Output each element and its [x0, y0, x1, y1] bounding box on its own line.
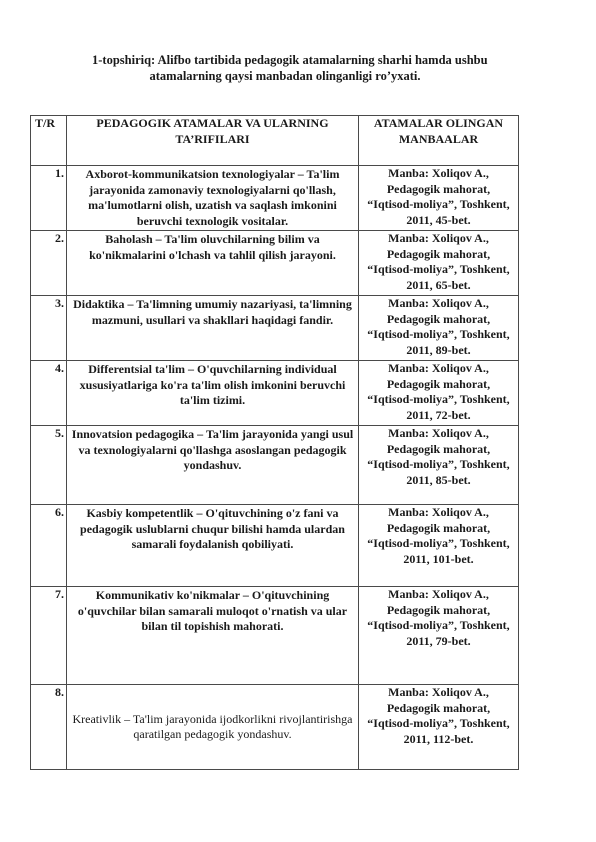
header-term: PEDAGOGIK ATAMALAR VA ULARNING TA’RIFILARI [67, 116, 359, 166]
table-row [31, 296, 519, 361]
term-source: Manba: Xoliqov A., Pedagogik mahorat, “Iqtisod-moliya”, Toshkent, 2011, 65-bet. [359, 231, 519, 296]
row-number: 5. [31, 426, 67, 505]
term-source: Manba: Xoliqov A., Pedagogik mahorat, “Iqtisod-moliya”, Toshkent, 2011, 45-bet. [359, 166, 519, 231]
table-row [31, 505, 519, 587]
term-definition: Kasbiy kompetentlik – O'qituvchining o'z fani va pedagogik uslublarni chuqur bilishi hamda ulardan samarali foydalanish qobiliyati. [67, 505, 359, 587]
table-row [31, 166, 519, 231]
row-number: 3. [31, 296, 67, 361]
row-number: 6. [31, 505, 67, 587]
term-definition: Kommunikativ ko'nikmalar – O'qituvchining o'quvchilar bilan samarali muloqot o'rnatish va ular bilan til topishish mahorati. [67, 587, 359, 685]
title-line-2: atamalarning qaysi manbadan olinganligi ro’yxati. [149, 69, 421, 83]
header-num: T/R [31, 116, 67, 166]
terms-table [30, 115, 519, 770]
term-source: Manba: Xoliqov A., Pedagogik mahorat, “Iqtisod-moliya”, Toshkent, 2011, 89-bet. [359, 296, 519, 361]
row-number: 2. [31, 231, 67, 296]
term-definition: Baholash – Ta'lim oluvchilarning bilim va ko'nikmalarini o'lchash va tahlil qilish jarayoni. [67, 231, 359, 296]
title-line-1: 1-topshiriq: Alifbo tartibida pedagogik atamalarning sharhi hamda ushbu [92, 53, 488, 67]
row-number: 1. [31, 166, 67, 231]
header-source: ATAMALAR OLINGAN MANBAALAR [359, 116, 519, 166]
row-number: 4. [31, 361, 67, 426]
term-definition: Didaktika – Ta'limning umumiy nazariyasi, ta'limning mazmuni, usullari va shakllari haqidagi fandir. [67, 296, 359, 361]
table-row [31, 587, 519, 685]
term-source: Manba: Xoliqov A., Pedagogik mahorat, “Iqtisod-moliya”, Toshkent, 2011, 101-bet. [359, 505, 519, 587]
term-source: Manba: Xoliqov A., Pedagogik mahorat, “Iqtisod-moliya”, Toshkent, 2011, 79-bet. [359, 587, 519, 685]
row-number: 8. [31, 685, 67, 770]
term-definition: Axborot-kommunikatsion texnologiyalar – Ta'lim jarayonida zamonaviy texnologiyalarni qo'llash, ma'lumotlarni olish, uzatish va saqlash imkonini beruvchi texnologik vositalar. [67, 166, 359, 231]
term-definition: Innovatsion pedagogika – Ta'lim jarayonida yangi usul va texnologiyalarni qo'llashga asoslangan pedagogik yondashuv. [67, 426, 359, 505]
table-row [31, 231, 519, 296]
table-header-row [31, 116, 519, 166]
table-row [31, 361, 519, 426]
term-definition: Kreativlik – Ta'lim jarayonida ijodkorlikni rivojlantirishga qaratilgan pedagogik yondashuv. [67, 685, 359, 770]
term-source: Manba: Xoliqov A., Pedagogik mahorat, “Iqtisod-moliya”, Toshkent, 2011, 112-bet. [359, 685, 519, 770]
document-title [30, 52, 580, 84]
table-row [31, 426, 519, 505]
term-source: Manba: Xoliqov A., Pedagogik mahorat, “Iqtisod-moliya”, Toshkent, 2011, 85-bet. [359, 426, 519, 505]
term-definition: Differentsial ta'lim – O'quvchilarning individual xususiyatlariga ko'ra ta'lim olish imkonini beruvchi ta'lim tizimi. [67, 361, 359, 426]
term-source: Manba: Xoliqov A., Pedagogik mahorat, “Iqtisod-moliya”, Toshkent, 2011, 72-bet. [359, 361, 519, 426]
row-number: 7. [31, 587, 67, 685]
table-row [31, 685, 519, 770]
